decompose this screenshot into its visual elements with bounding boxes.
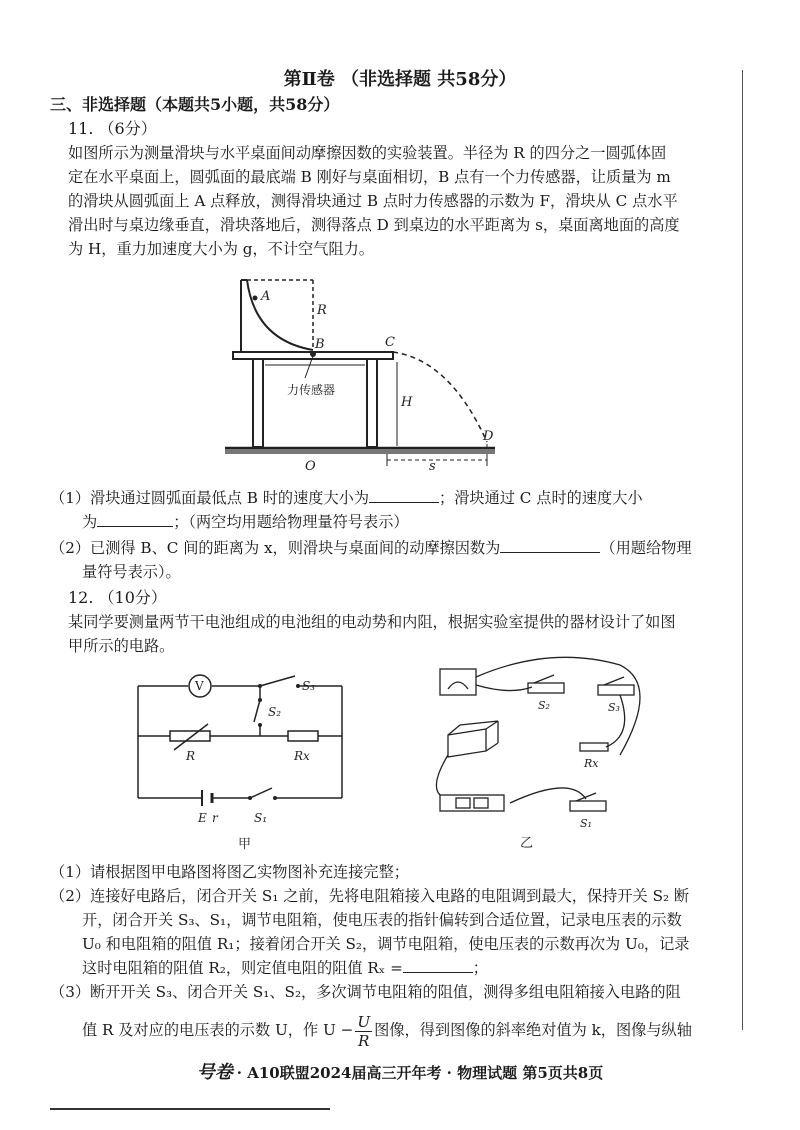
e-label: E [198,811,207,825]
label-H: H [401,395,413,410]
q11-sub2-text-a: （2）已测得 B、C 间的距离为 x，则滑块与桌面间的动摩擦因数为 [50,539,501,557]
label-A: A [261,289,271,304]
label-s: s [429,459,436,474]
footer-logo: 号卷 [196,1062,233,1083]
apparatus-diagram-yi [420,655,650,850]
q11-blank-2[interactable] [97,510,173,527]
label-R: R [317,303,327,318]
q12-blank-rx[interactable] [403,956,473,973]
label-O: O [305,459,316,474]
q12-sub2-end: ； [472,959,488,977]
section-title: 三、非选择题（本题共5小题，共58分） [50,95,340,114]
caption-yi: 乙 [520,836,534,850]
q12-sub3-text-b: 图像，得到图像的斜率绝对值为 k，图像与纵轴 [374,1021,692,1039]
fraction-denominator: R [358,1031,370,1050]
q11-sub2-text-b: （用题给物理 [600,539,692,557]
q12-sub2-line3: U₀ 和电阻箱的阻值 R₁；接着闭合开关 S₂，调节电阻箱，使电压表的示数再次为 U₀，记录 [82,935,690,953]
q11-sub1-line2 [82,510,409,534]
q11-sub1-text-a: （1）滑块通过圆弧面最低点 B 时的速度大小为 [50,489,370,507]
q12-sub2-text-4: 这时电阻箱的阻值 R₂，则定值电阻的阻值 Rₓ = [82,959,403,977]
bottom-rule [50,1108,330,1110]
q12-sub3-line2 [82,1010,692,1050]
q11-sub2-line2: 量符号表示）。 [82,563,181,581]
q11-line-4: 滑出时与桌边缘垂直，滑块落地后，测得落点 D 到桌边的水平距离为 s，桌面离地面的高度 [68,216,680,234]
q12-sub3-text-a: 值 R 及对应的电压表的示数 U，作 U − [82,1021,354,1039]
q12-number: 12. （10分） [68,588,167,607]
yi-s3-label: S₃ [608,701,620,714]
s3-label: S₃ [302,679,316,693]
q11-sub1-text-d: ；（两空均用题给物理量符号表示） [173,513,409,531]
label-D: D [483,429,494,444]
q11-line-2: 定在水平桌面上，圆弧面的最底端 B 刚好与桌面相切，B 点有一个力传感器，让质量为 m [68,168,671,186]
q12-sub2-line4 [82,956,488,980]
q11-blank-1[interactable] [369,486,439,503]
sensor-label: 力传感器 [287,383,336,397]
label-C: C [385,335,395,350]
q12-line-2: 甲所示的电路。 [68,637,175,655]
q11-figure [225,270,525,480]
q12-line-1: 某同学要测量两节干电池组成的电池组的电动势和内阻，根据实验室提供的器材设计了如图 [68,613,676,631]
page-footer [0,1058,800,1084]
footer-text: · A10联盟2024届高三开年考 · 物理试题 第5页共8页 [236,1064,604,1082]
u-over-r-fraction [355,1013,372,1050]
yi-rx-label: Rx [584,757,599,770]
q11-line-3: 的滑块从圆弧面上 A 点释放，测得滑块通过 B 点时力传感器的示数为 F，滑块从 C 点水平 [68,192,678,210]
r-label: R [186,749,196,763]
rx-label: Rx [294,749,310,763]
part-title: 第Ⅱ卷 （非选择题 共58分） [283,69,517,90]
yi-s2-label: S₂ [538,699,550,712]
s2-label: S₂ [268,705,282,719]
q11-number: 11. （6分） [68,119,157,138]
caption-jia: 甲 [238,837,252,850]
label-B: B [315,337,325,352]
q11-line-5: 为 H，重力加速度大小为 g，不计空气阻力。 [68,240,374,258]
q11-line-1: 如图所示为测量滑块与水平桌面间动摩擦因数的实验装置。半径为 R 的四分之一圆弧体固 [68,144,667,162]
q11-sub1-text-c: 为 [82,513,98,531]
q12-sub2-line1: （2）连接好电路后，闭合开关 S₁ 之前，先将电阻箱接入电路的电阻调到最大，保持开关 S₂ 断 [50,887,690,905]
circuit-diagram-jia [130,670,360,850]
q11-sub1-line1 [50,486,643,510]
q11-sub1-text-b: ；滑块通过 C 点时的速度大小 [439,489,643,507]
s1-label: S₁ [254,811,268,825]
yi-s1-label: S₁ [580,817,592,830]
margin-line [742,70,743,1030]
r-internal-label: r [212,811,218,825]
voltmeter-label: V [195,679,204,693]
q11-sub2-line1 [50,536,692,560]
q12-sub2-line2: 开，闭合开关 S₃、S₁，调节电阻箱，使电压表的指针偏转到合适位置，记录电压表的示数 [82,911,682,929]
fraction-numerator: U [357,1012,371,1031]
q12-sub1: （1）请根据图甲电路图将图乙实物图补充连接完整； [50,863,409,881]
q11-blank-3[interactable] [500,536,600,553]
q12-sub3-line1: （3）断开开关 S₃、闭合开关 S₁、S₂，多次调节电阻箱的阻值，测得多组电阻箱接入电路的阻 [50,983,681,1001]
